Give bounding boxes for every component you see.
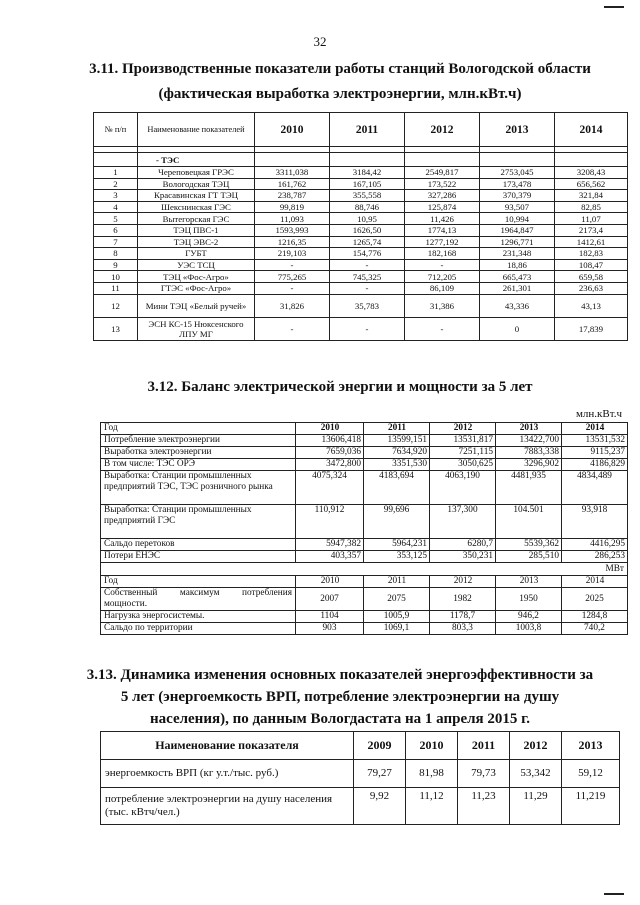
production-value: 154,776 <box>330 248 405 260</box>
header-year: 2011 <box>458 732 510 760</box>
station-name: ТЭЦ ПВС-1 <box>138 224 255 236</box>
production-value: 3208,43 <box>555 167 628 179</box>
balance-value: 110,912 <box>296 505 364 539</box>
station-name: Череповецкая ГРЭС <box>138 167 255 179</box>
header-year: 2013 <box>496 576 562 588</box>
production-value: 370,379 <box>480 190 555 202</box>
balance-value: 7659,036 <box>296 447 364 459</box>
section-3-11-title: 3.11. Производственные показатели работы станций Вологодской области <box>89 61 591 77</box>
top-right-corner-mark <box>604 6 624 8</box>
balance-value: 13422,700 <box>496 435 562 447</box>
balance-value: 4834,489 <box>562 471 628 505</box>
table-row <box>94 294 628 317</box>
header-year: 2014 <box>562 423 628 435</box>
header-year: 2012 <box>405 113 480 147</box>
table-row <box>94 224 628 236</box>
production-value: 11,426 <box>405 213 480 225</box>
row-number: 6 <box>94 224 138 236</box>
station-name: Красавинская ГТ ТЭЦ <box>138 190 255 202</box>
row-number: 5 <box>94 213 138 225</box>
table-row <box>94 236 628 248</box>
energy-balance-table <box>100 422 628 635</box>
production-value: 1412,61 <box>555 236 628 248</box>
production-value: 182,83 <box>555 248 628 260</box>
balance-value: 5539,362 <box>496 539 562 551</box>
production-value: 1964,847 <box>480 224 555 236</box>
table-row <box>94 213 628 225</box>
header-year: 2012 <box>510 732 562 760</box>
indicator-value: 79,73 <box>458 760 510 788</box>
production-value: - <box>255 282 330 294</box>
balance-label: Выработка электроэнергии <box>101 447 296 459</box>
production-value: 167,105 <box>330 178 405 190</box>
production-value: 11,07 <box>555 213 628 225</box>
balance-value: 99,696 <box>364 505 430 539</box>
production-value: 31,386 <box>405 294 480 317</box>
balance-value: 350,231 <box>430 551 496 563</box>
row-number: 11 <box>94 282 138 294</box>
balance-value: 4075,324 <box>296 471 364 505</box>
header-year: 2013 <box>480 113 555 147</box>
table-row <box>94 282 628 294</box>
production-value: 656,562 <box>555 178 628 190</box>
balance-value: 7251,115 <box>430 447 496 459</box>
production-value: 231,348 <box>480 248 555 260</box>
balance-value: 4186,829 <box>562 459 628 471</box>
production-value: 86,109 <box>405 282 480 294</box>
balance-label: В том числе: ТЭС ОРЭ <box>101 459 296 471</box>
table-row <box>101 788 620 825</box>
balance-value: 4481,935 <box>496 471 562 505</box>
production-value: 236,63 <box>555 282 628 294</box>
power-value: 1104 <box>296 611 364 623</box>
power-value: 1982 <box>430 588 496 611</box>
header-year: 2011 <box>364 423 430 435</box>
section-3-11-subtitle: (фактическая выработка электроэнергии, млн.кВт.ч) <box>158 86 522 102</box>
production-value: 327,286 <box>405 190 480 202</box>
production-value: 10,994 <box>480 213 555 225</box>
table-row <box>94 248 628 260</box>
row-number: 13 <box>94 317 138 340</box>
power-value: 946,2 <box>496 611 562 623</box>
production-value: 99,819 <box>255 201 330 213</box>
station-name: Вытегорская ГЭС <box>138 213 255 225</box>
header-year: 2009 <box>354 732 406 760</box>
production-value: 3311,038 <box>255 167 330 179</box>
power-value: 1950 <box>496 588 562 611</box>
balance-value: 7634,920 <box>364 447 430 459</box>
balance-value: 13531,817 <box>430 435 496 447</box>
indicator-value: 11,12 <box>406 788 458 825</box>
production-value: 0 <box>480 317 555 340</box>
balance-value: 4416,295 <box>562 539 628 551</box>
header-name: Наименование показателей <box>138 113 255 147</box>
row-number: 3 <box>94 190 138 202</box>
bottom-right-corner-mark <box>604 893 624 895</box>
balance-value: 13606,418 <box>296 435 364 447</box>
production-value: 43,13 <box>555 294 628 317</box>
production-value: 2173,4 <box>555 224 628 236</box>
production-value: 10,95 <box>330 213 405 225</box>
balance-value: 93,918 <box>562 505 628 539</box>
station-name: Мини ТЭЦ «Белый ручей» <box>138 294 255 317</box>
production-value: 17,839 <box>555 317 628 340</box>
balance-value: 7883,338 <box>496 447 562 459</box>
page-number: 32 <box>313 34 327 49</box>
production-value: 108,47 <box>555 259 628 271</box>
balance-value: 4063,190 <box>430 471 496 505</box>
row-number: 7 <box>94 236 138 248</box>
table-row <box>101 435 628 447</box>
production-value: 321,84 <box>555 190 628 202</box>
table-row <box>101 623 628 635</box>
indicator-value: 81,98 <box>406 760 458 788</box>
station-name: ТЭЦ «Фос-Агро» <box>138 271 255 283</box>
table-header-row <box>101 732 620 760</box>
indicator-value: 11,29 <box>510 788 562 825</box>
stations-production-table <box>93 112 628 341</box>
balance-value: 5964,231 <box>364 539 430 551</box>
balance-value: 403,357 <box>296 551 364 563</box>
indicator-value: 9,92 <box>354 788 406 825</box>
units-energy: млн.кВт.ч <box>575 408 622 420</box>
table-row <box>101 505 628 539</box>
production-value: - <box>405 317 480 340</box>
production-value: 31,826 <box>255 294 330 317</box>
production-value: 125,874 <box>405 201 480 213</box>
balance-value: 137,300 <box>430 505 496 539</box>
production-value: 18,86 <box>480 259 555 271</box>
section-3-13-title-line1: 3.13. Динамика изменения основных показателей энергоэффективности за <box>86 667 594 683</box>
balance-value: 286,253 <box>562 551 628 563</box>
power-value: 803,3 <box>430 623 496 635</box>
header-year: 2010 <box>296 423 364 435</box>
production-value: 1626,50 <box>330 224 405 236</box>
production-value: - <box>255 317 330 340</box>
power-value: 1284,8 <box>562 611 628 623</box>
balance-label: Потери ЕНЭС <box>101 551 296 563</box>
power-value: 2075 <box>364 588 430 611</box>
units-row <box>101 563 628 576</box>
balance-value: 9115,237 <box>562 447 628 459</box>
table-row <box>94 317 628 340</box>
units-power: МВт <box>101 563 628 576</box>
balance-value: 3050,625 <box>430 459 496 471</box>
station-name: ТЭЦ ЭВС-2 <box>138 236 255 248</box>
power-value: 2007 <box>296 588 364 611</box>
production-value: 35,783 <box>330 294 405 317</box>
production-value: 775,265 <box>255 271 330 283</box>
production-value: - <box>330 259 405 271</box>
balance-value: 285,510 <box>496 551 562 563</box>
year-label: Год <box>101 576 296 588</box>
balance-value: 5947,382 <box>296 539 364 551</box>
production-value: 1593,993 <box>255 224 330 236</box>
production-value: 182,168 <box>405 248 480 260</box>
power-header-row <box>101 576 628 588</box>
balance-value: 3472,800 <box>296 459 364 471</box>
balance-value: 6280,7 <box>430 539 496 551</box>
row-number: 4 <box>94 201 138 213</box>
table-row <box>101 447 628 459</box>
section-3-13-title-line2: 5 лет (энергоемкость ВРП, потребление электроэнергии на душу <box>120 689 560 705</box>
section-3-12-title: 3.12. Баланс электрической энергии и мощности за 5 лет <box>147 379 533 395</box>
power-label: Сальдо по территории <box>101 623 296 635</box>
production-value: 659,58 <box>555 271 628 283</box>
header-year: 2010 <box>406 732 458 760</box>
production-value: 261,301 <box>480 282 555 294</box>
production-value: 88,746 <box>330 201 405 213</box>
balance-label: Выработка: Станции промышленных предприятий ГЭС <box>101 505 296 539</box>
production-value: 1265,74 <box>330 236 405 248</box>
power-value: 903 <box>296 623 364 635</box>
balance-label: Потребление электроэнергии <box>101 435 296 447</box>
production-value: 2549,817 <box>405 167 480 179</box>
indicator-value: 11,23 <box>458 788 510 825</box>
power-label: Нагрузка энергосистемы. <box>101 611 296 623</box>
row-number: 8 <box>94 248 138 260</box>
table-row <box>94 190 628 202</box>
power-value: 740,2 <box>562 623 628 635</box>
production-value: 712,205 <box>405 271 480 283</box>
header-year: 2013 <box>562 732 620 760</box>
balance-value: 13599,151 <box>364 435 430 447</box>
row-number: 2 <box>94 178 138 190</box>
power-value: 1005,9 <box>364 611 430 623</box>
header-name: Наименование показателя <box>101 732 354 760</box>
indicator-value: 53,342 <box>510 760 562 788</box>
table-row <box>101 539 628 551</box>
table-row <box>101 760 620 788</box>
production-value: 745,325 <box>330 271 405 283</box>
production-value: 238,787 <box>255 190 330 202</box>
production-value: 3184,42 <box>330 167 405 179</box>
section-3-13-title-line3: населения), по данным Вологдастата на 1 апреля 2015 г. <box>149 711 531 727</box>
table-row <box>101 551 628 563</box>
table-row <box>94 259 628 271</box>
production-value: 11,093 <box>255 213 330 225</box>
production-value: - <box>330 317 405 340</box>
production-value: 161,762 <box>255 178 330 190</box>
indicator-name: потребление электроэнергии на душу населения (тыс. кВтч/чел.) <box>101 788 354 825</box>
balance-label: Сальдо перетоков <box>101 539 296 551</box>
production-value: - <box>405 259 480 271</box>
header-num: № п/п <box>94 113 138 147</box>
table-header-row <box>94 113 628 147</box>
table-header-row <box>101 423 628 435</box>
header-year: 2014 <box>562 576 628 588</box>
header-year: 2012 <box>430 576 496 588</box>
balance-value: 13531,532 <box>562 435 628 447</box>
table-row <box>94 167 628 179</box>
production-value: 219,103 <box>255 248 330 260</box>
indicator-value: 11,219 <box>562 788 620 825</box>
table-row <box>101 459 628 471</box>
station-name: Шекснинская ГЭС <box>138 201 255 213</box>
group-row <box>94 153 628 167</box>
production-value: 2753,045 <box>480 167 555 179</box>
power-value: 1178,7 <box>430 611 496 623</box>
table-row <box>94 271 628 283</box>
production-value: 1277,192 <box>405 236 480 248</box>
group-label: - ТЭС <box>138 153 255 167</box>
header-year: 2011 <box>364 576 430 588</box>
table-row <box>94 201 628 213</box>
station-name: ГТЭС «Фос-Агро» <box>138 282 255 294</box>
production-value: 355,558 <box>330 190 405 202</box>
balance-value: 353,125 <box>364 551 430 563</box>
header-year: 2014 <box>555 113 628 147</box>
row-number: 10 <box>94 271 138 283</box>
header-year: 2013 <box>496 423 562 435</box>
table-row <box>101 588 628 611</box>
balance-value: 3351,530 <box>364 459 430 471</box>
production-value: 1216,35 <box>255 236 330 248</box>
energy-efficiency-table <box>100 731 620 825</box>
production-value: 43,336 <box>480 294 555 317</box>
row-number: 12 <box>94 294 138 317</box>
production-value: 93,507 <box>480 201 555 213</box>
production-value: - <box>330 282 405 294</box>
production-value: 665,473 <box>480 271 555 283</box>
station-name: ГУБТ <box>138 248 255 260</box>
header-year: 2012 <box>430 423 496 435</box>
row-number: 1 <box>94 167 138 179</box>
production-value: 173,522 <box>405 178 480 190</box>
table-row <box>101 471 628 505</box>
indicator-value: 79,27 <box>354 760 406 788</box>
production-value: 1774,13 <box>405 224 480 236</box>
year-label: Год <box>101 423 296 435</box>
table-row <box>94 178 628 190</box>
balance-value: 3296,902 <box>496 459 562 471</box>
indicator-name: энергоемкость ВРП (кг у.т./тыс. руб.) <box>101 760 354 788</box>
balance-value: 104.501 <box>496 505 562 539</box>
indicator-value: 59,12 <box>562 760 620 788</box>
balance-label: Выработка: Станции промышленных предприятий ТЭС, ТЭС розничного рынка <box>101 471 296 505</box>
power-label: Собственный максимум потребления мощности. <box>101 588 296 611</box>
header-year: 2010 <box>255 113 330 147</box>
production-value: 173,478 <box>480 178 555 190</box>
header-year: 2011 <box>330 113 405 147</box>
station-name: Вологодская ТЭЦ <box>138 178 255 190</box>
power-value: 1069,1 <box>364 623 430 635</box>
header-year: 2010 <box>296 576 364 588</box>
station-name: УЭС ТСЦ <box>138 259 255 271</box>
production-value: 82,85 <box>555 201 628 213</box>
power-value: 2025 <box>562 588 628 611</box>
station-name: ЭСН КС-15 Нюксенского ЛПУ МГ <box>138 317 255 340</box>
table-row <box>101 611 628 623</box>
balance-value: 4183,694 <box>364 471 430 505</box>
row-number: 9 <box>94 259 138 271</box>
production-value: 1296,771 <box>480 236 555 248</box>
production-value: - <box>255 259 330 271</box>
power-value: 1003,8 <box>496 623 562 635</box>
